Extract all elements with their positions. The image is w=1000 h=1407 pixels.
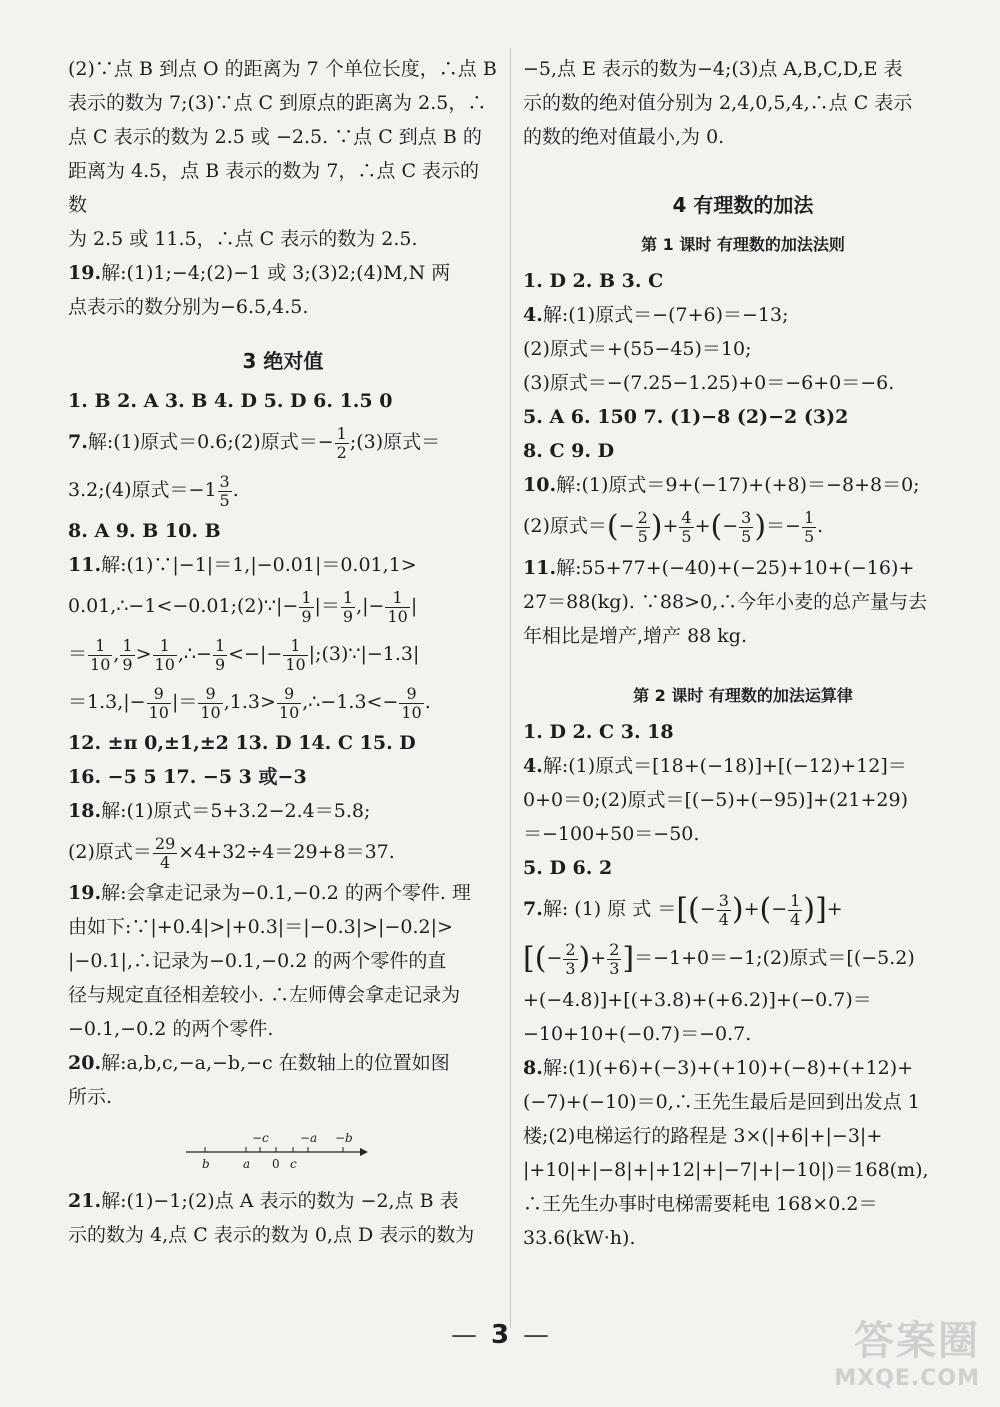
denominator: 5 <box>637 526 648 546</box>
answer-line: 1. D 2. C 3. 18 <box>523 721 674 743</box>
answer-21 <box>68 1184 498 1218</box>
denominator: 5 <box>219 490 230 510</box>
watermark-url: MXQE.COM <box>834 1366 980 1391</box>
numerator: 2 <box>609 939 620 959</box>
denominator: 10 <box>278 702 300 722</box>
text-line: 表示的数为 7;(3)∵点 C 到原点的距离为 2.5，∴ <box>68 92 487 114</box>
numerator: 2 <box>565 939 576 959</box>
fraction <box>399 685 423 722</box>
question-number: 11. <box>68 554 102 576</box>
numerator: 2 <box>637 507 648 527</box>
fraction <box>120 637 134 674</box>
number-line-svg <box>68 1114 498 1184</box>
denominator: 10 <box>285 654 306 674</box>
answer-text: 解:(1)原式＝[18+(−18)]+[(−12)+12]＝ <box>542 755 907 777</box>
denominator: 9 <box>301 606 312 626</box>
numerator: 3 <box>741 507 752 527</box>
answer-text: ＝− <box>766 515 801 537</box>
denominator: 4 <box>718 909 729 929</box>
answer-text: |− <box>123 691 146 713</box>
text-line: −10+10+(−0.7)＝−0.7. <box>523 1023 752 1045</box>
answer-text: ×4+32÷4＝29+8＝37. <box>178 841 395 863</box>
denominator: 10 <box>401 702 422 722</box>
denominator: 9 <box>342 606 354 626</box>
answer-4 <box>523 298 963 332</box>
text-line: 楼;(2)电梯运行的路程是 3×(|+6|+|−3|+ <box>523 1125 883 1147</box>
text-line: |−0.1|,∴记录为−0.1,−0.2 的两个零件的直 <box>68 950 447 972</box>
text-line: 径与规定直径相差较小. ∴左师傅会拿走记录为 <box>68 984 461 1006</box>
axis-arrow <box>360 1148 368 1156</box>
denominator: 10 <box>200 702 221 722</box>
section-title: 3 绝对值 <box>242 349 324 373</box>
answer-text: ,1.3> <box>223 691 276 713</box>
numerator: 1 <box>122 635 133 655</box>
answer-text: ,|− <box>356 595 385 617</box>
denominator: 4 <box>160 852 171 872</box>
answer-text: ;(3)原式＝ <box>349 431 441 453</box>
text-line: 所示. <box>68 1086 113 1108</box>
fraction <box>335 425 349 462</box>
bracket: [ <box>523 941 535 976</box>
paren: ( <box>759 892 772 927</box>
answer-19b <box>68 876 498 910</box>
denominator: 10 <box>387 606 408 626</box>
answer-text: + <box>590 947 607 969</box>
answer-text: + <box>826 898 843 920</box>
answer-8 <box>523 1051 963 1085</box>
paren: ) <box>731 892 744 927</box>
answer-text: 解:(1)原式＝−(7+6)＝−13; <box>542 304 789 326</box>
label-neg-a: −a <box>300 1131 318 1145</box>
answer-text: , <box>113 643 120 665</box>
fraction <box>283 637 307 674</box>
label-neg-c: −c <box>252 1131 269 1145</box>
denominator: 10 <box>90 654 111 674</box>
answer-18-cont <box>68 828 498 876</box>
right-column <box>523 52 963 1255</box>
fraction <box>607 941 621 978</box>
numerator: 1 <box>301 587 312 607</box>
numerator: 3 <box>219 471 230 491</box>
answer-7: 7.解: (1) 原 式 ＝[(− $\frac{3}{4}$ )+(− $\frac{1}{4}$ )]+ <box>523 890 843 929</box>
paren: ) <box>578 941 591 976</box>
denominator: 5 <box>803 526 815 546</box>
answer-text: . <box>817 515 824 537</box>
text-line: 33.6(kW·h). <box>523 1227 636 1249</box>
fraction <box>563 941 577 978</box>
answer-line: 1. B 2. A 3. B 4. D 5. D 6. 1.5 0 <box>68 390 393 412</box>
answer-text: 3.2;(4)原式＝−1 <box>68 479 217 501</box>
answer-11 <box>68 548 498 582</box>
paren: ( <box>606 509 619 544</box>
answer-text: 解:a,b,c,−a,−b,−c 在数轴上的位置如图 <box>101 1052 450 1074</box>
answer-10 <box>523 468 963 502</box>
answer-line: 16. −5 5 17. −5 3 或−3 <box>68 766 307 788</box>
answer-18 <box>68 794 498 828</box>
fraction <box>218 473 232 510</box>
text-line: 0+0＝0;(2)原式＝[(−5)+(−95)]+(21+29) <box>523 789 909 811</box>
answer-text: ,∴− <box>177 643 212 665</box>
numerator: 1 <box>803 507 815 527</box>
answer-text: > <box>135 643 152 665</box>
question-number: 8. <box>523 1057 543 1079</box>
numerator: 3 <box>718 890 729 910</box>
answer-text: ＝ <box>68 643 88 665</box>
column-divider <box>510 48 511 1328</box>
answer-text: |;(3)∵|−1.3| <box>308 643 420 665</box>
answer-text: 解:(1)∵|−1|＝1,|−0.01|＝0.01,1> <box>101 554 417 576</box>
answer-text: |＝ <box>171 691 198 713</box>
fraction <box>802 509 816 546</box>
bracket: ] <box>815 892 827 927</box>
answer-text: |＝ <box>314 595 340 617</box>
answer-7-cont: [(− $\frac{2}{3}$ )+ $\frac{2}{3}$ ]＝−1+0＝−1;(2)原式＝[(−5.2) <box>523 939 915 978</box>
answer-line: 5. A 6. 150 7. (1)−8 (2)−2 (3)2 <box>523 406 849 428</box>
text-line: 点表示的数分别为−6.5,4.5. <box>68 296 309 318</box>
answer-20 <box>68 1046 498 1080</box>
text-line: ∴王先生办事时电梯需要耗电 168×0.2＝ <box>523 1193 878 1215</box>
numerator: 1 <box>342 587 354 607</box>
text-line: +(−4.8)]+[(+3.8)+(+6.2)]+(−0.7)＝ <box>523 989 872 1011</box>
numerator: 9 <box>198 685 222 704</box>
text-line: 点 C 表示的数为 2.5 或 −2.5. ∵点 C 到点 B 的 <box>68 126 482 148</box>
fraction <box>213 637 227 674</box>
answer-11 <box>523 551 963 585</box>
paren: ( <box>534 941 547 976</box>
text-line: (−7)+(−10)＝0,∴王先生最后是回到出发点 1 <box>523 1091 920 1113</box>
paren: ) <box>650 509 663 544</box>
answer-text: 解:(1)(+6)+(−3)+(+10)+(−8)+(+12)+ <box>542 1057 914 1079</box>
text-line: 由如下:∵|+0.4|>|+0.3|＝|−0.3|>|−0.2|> <box>68 916 453 938</box>
text-line: 27＝88(kg). ∵88>0,∴今年小麦的总产量与去 <box>523 591 928 613</box>
answer-text: 0.01,∴−1<−0.01;(2)∵|− <box>68 595 299 617</box>
bracket: [ <box>676 892 689 927</box>
question-number: 4. <box>523 755 543 777</box>
answer-text: 解:(1)−1;(2)点 A 表示的数为 −2,点 B 表 <box>101 1190 459 1212</box>
denominator: 9 <box>214 654 226 674</box>
text-line: 示的数的绝对值分别为 2,4,0,5,4,∴点 C 表示 <box>523 92 913 114</box>
numerator: 1 <box>790 890 801 910</box>
fraction <box>88 637 112 674</box>
answer-text: 解:(1)原式＝0.6;(2)原式＝− <box>87 431 334 453</box>
fraction <box>679 509 693 546</box>
question-number: 7. <box>68 431 88 453</box>
numerator: 9 <box>277 685 301 704</box>
numerator: 1 <box>88 637 112 656</box>
fraction <box>299 589 313 626</box>
answer-11-cont <box>68 630 498 678</box>
fraction <box>198 685 222 722</box>
text-line: (2)原式＝+(55−45)＝10; <box>523 338 752 360</box>
section-title: 4 有理数的加法 <box>672 193 814 217</box>
numerator: 9 <box>147 685 171 704</box>
answer-text: ＝−1+0＝−1;(2)原式＝[(−5.2) <box>634 947 915 969</box>
question-number: 18. <box>68 800 102 822</box>
answer-text: 解:(1)1;−4;(2)−1 或 3;(3)2;(4)M,N 两 <box>101 262 451 284</box>
answer-text: . <box>424 691 431 713</box>
answer-text: (2)原式＝ <box>523 515 607 537</box>
answer-text: | <box>410 595 418 617</box>
answer-7-cont <box>68 466 498 514</box>
answer-text: 解:(1)原式＝5+3.2−2.4＝5.8; <box>101 800 371 822</box>
paren: ) <box>754 509 767 544</box>
answer-4 <box>523 749 963 783</box>
answer-7 <box>68 418 498 466</box>
denominator: 5 <box>681 526 692 546</box>
numerator: 29 <box>154 833 176 853</box>
answer-text: <−|− <box>228 643 283 665</box>
denominator: 2 <box>336 442 347 462</box>
answer-line: 8. C 9. D <box>523 440 615 462</box>
numerator: 1 <box>153 637 177 656</box>
text-line: (2)∵点 B 到点 O 的距离为 7 个单位长度，∴点 B <box>68 58 497 80</box>
question-number: 21. <box>68 1190 102 1212</box>
text-line: 年相比是增产,增产 88 kg. <box>523 625 748 647</box>
answer-line: 8. A 9. B 10. B <box>68 520 221 542</box>
numerator: 1 <box>283 637 307 656</box>
fraction <box>277 685 301 722</box>
lesson-title: 第 2 课时 有理数的加法运算律 <box>633 686 853 705</box>
fraction <box>341 589 355 626</box>
numerator: 1 <box>214 635 226 655</box>
lesson-title: 第 1 课时 有理数的加法法则 <box>641 235 845 254</box>
numerator: 1 <box>385 589 409 608</box>
answer-text: + <box>694 515 711 537</box>
fraction <box>147 685 171 722</box>
watermark <box>834 1309 980 1391</box>
fraction <box>739 509 753 546</box>
fraction <box>153 835 177 872</box>
left-column <box>68 52 498 1252</box>
numerator: 4 <box>681 507 692 527</box>
denominator: 3 <box>609 958 620 978</box>
text-line: (3)原式＝−(7.25−1.25)+0＝−6+0＝−6. <box>523 372 895 394</box>
fraction <box>717 892 731 929</box>
question-number: 19. <box>68 882 102 904</box>
answer-10-cont: (2)原式＝(− $\frac{2}{5}$ )+ $\frac{4}{5}$ +(− $\frac{3}{5}$ )＝− $\frac{1}{5}$ . <box>523 507 824 546</box>
answer-text: ,∴−1.3<− <box>302 691 399 713</box>
answer-text: . <box>232 479 239 501</box>
answer-11-cont <box>68 678 498 726</box>
answer-text: (2)原式＝ <box>68 841 152 863</box>
paren: ( <box>688 892 700 927</box>
answer-line: 5. D 6. 2 <box>523 857 613 879</box>
numerator: 1 <box>336 423 347 443</box>
text-line: −5,点 E 表示的数为−4;(3)点 A,B,C,D,E 表 <box>523 58 903 80</box>
numerator: 9 <box>399 685 423 704</box>
fraction <box>636 509 650 546</box>
text-line: 为 2.5 或 11.5，∴点 C 表示的数为 2.5. <box>68 228 418 250</box>
text-line: |+10|+|−8|+|+12|+|−7|+|−10|)＝168(m), <box>523 1159 929 1181</box>
page-number-value: 3 <box>490 1320 510 1350</box>
question-number: 7. <box>523 898 543 920</box>
text-line: ＝−100+50＝−50. <box>523 823 700 845</box>
paren: ) <box>803 892 816 927</box>
question-number: 10. <box>523 474 557 496</box>
text-line: −0.1,−0.2 的两个零件. <box>68 1018 274 1040</box>
label-neg-b: −b <box>335 1131 353 1145</box>
answer-19 <box>68 256 498 290</box>
denominator: 5 <box>741 526 752 546</box>
text-line: 示的数为 4,点 C 表示的数为 0,点 D 表示的数为 <box>68 1224 475 1246</box>
denominator: 3 <box>565 958 576 978</box>
denominator: 10 <box>154 654 175 674</box>
denominator: 9 <box>122 654 133 674</box>
bracket: ] <box>622 941 635 976</box>
answer-11-cont <box>68 582 498 630</box>
answer-text: + <box>662 515 679 537</box>
label-0: 0 <box>272 1157 280 1171</box>
label-b: b <box>202 1157 210 1171</box>
watermark-logo-text: 答案圈 <box>854 1318 980 1364</box>
question-number: 19. <box>68 262 102 284</box>
answer-text: 解:(1)原式＝9+(−17)+(+8)＝−8+8＝0; <box>556 474 920 496</box>
fraction <box>153 637 177 674</box>
page-dash: — <box>523 1320 550 1350</box>
answer-text: 解:55+77+(−40)+(−25)+10+(−16)+ <box>556 557 915 579</box>
number-line-figure <box>68 1114 498 1184</box>
answer-text: 解:会拿走记录为−0.1,−0.2 的两个零件. 理 <box>101 882 471 904</box>
question-number: 11. <box>523 557 557 579</box>
denominator: 4 <box>790 909 801 929</box>
text-line: 距离为 4.5，点 B 表示的数为 7，∴点 C 表示的数 <box>68 160 480 216</box>
page-dash: — <box>450 1320 477 1350</box>
fraction <box>788 892 802 929</box>
question-number: 20. <box>68 1052 102 1074</box>
answer-text: + <box>743 898 760 920</box>
label-a: a <box>243 1157 251 1171</box>
text-line: 的数的绝对值最小,为 0. <box>523 126 725 148</box>
denominator: 10 <box>148 702 169 722</box>
question-number: 4. <box>523 304 543 326</box>
paren: ( <box>710 509 723 544</box>
label-c: c <box>290 1157 297 1171</box>
answer-line: 12. ±π 0,±1,±2 13. D 14. C 15. D <box>68 732 416 754</box>
answer-text: ＝1.3, <box>68 691 124 713</box>
answer-text: 解: (1) 原 式 ＝ <box>542 898 677 920</box>
fraction <box>385 589 409 626</box>
answer-line: 1. D 2. B 3. C <box>523 270 664 292</box>
